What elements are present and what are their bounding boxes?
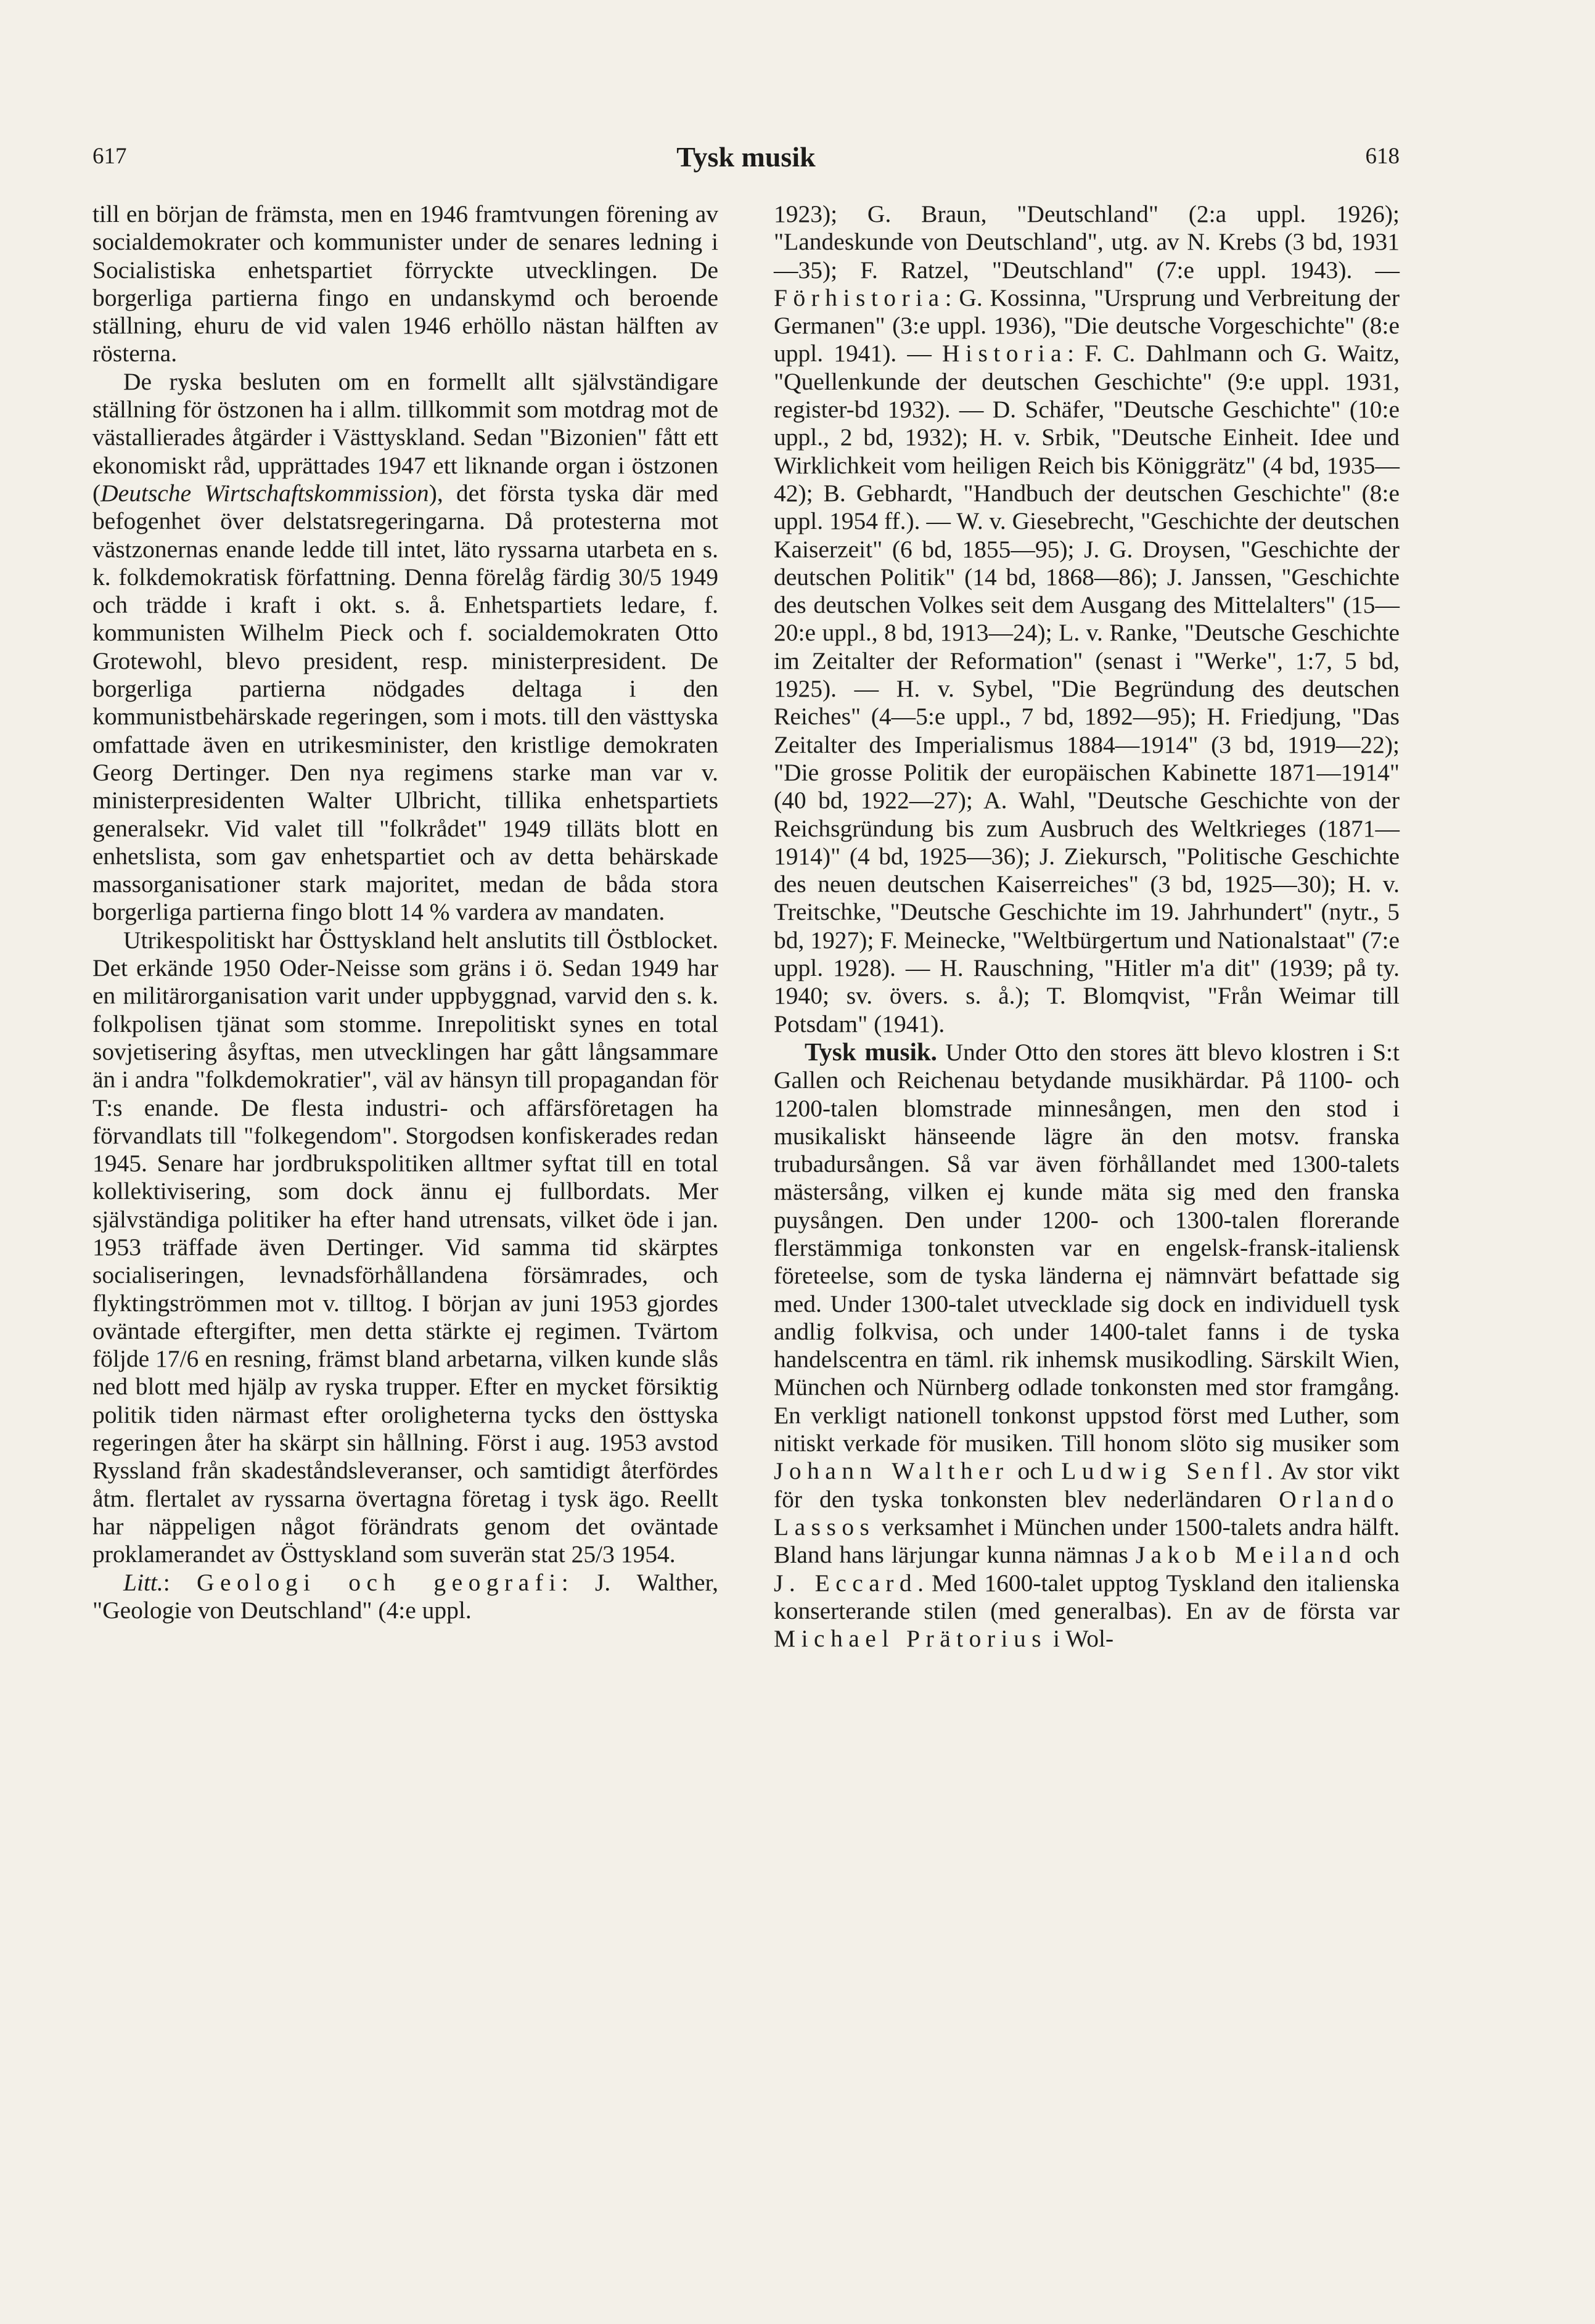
text-segment: ), det första tyska där med befogenhet över delstatsregeringarna. Då protesterna mot västzonernas enande ledde till intet, läto ryssarna utarbeta en s. k. folkdemokratisk författning. Denna förelåg färdig 30/5 1949 och trädde i kraft i okt. s. å. Enhetspartiets ledare, f. kommunisten Wilhelm Pieck och f. socialdemokraten Otto Grotewohl, blevo president, resp. ministerpresident. De borgerliga partierna nödgades deltaga i den kommunistbehärskade regeringen, som i mots. till den västtyska omfattade även en utrikesminister, den kristlige demokraten Georg Dertinger. Den nya regimens starke man var v. ministerpresidenten Walter Ulbricht, tillika enhetspartiets generalsekr. Vid valet till "folkrådet" 1949 tilläts blott en enhetslista, som gav enhetspartiet och av detta behärskade massorganisationer stark majoritet, medan de båda stora borgerliga partierna fingo blott 14 % vardera av mandaten. <box>92 479 719 926</box>
text-segment: verksamhet i München under 1500-talets andra hälft. Bland hans lärjungar kunna nämnas <box>774 1513 1400 1569</box>
text-segment: i Wol- <box>1047 1625 1114 1653</box>
paragraph-tysk-musik <box>774 1038 1400 1653</box>
text-segment: : <box>163 1568 197 1596</box>
person-name: Jakob Meiland <box>1135 1541 1357 1569</box>
left-page-number: 617 <box>92 144 127 169</box>
paragraph-literature <box>92 1569 718 1625</box>
text-segment: : F. C. Dahlmann och G. Waitz, "Quellenkunde der deutschen Geschichte" (9:e uppl. 1931, register-bd 1932). — D. Schäfer, "Deutsche Geschichte" (10:e uppl., 2 bd, 1932); H. v. Srbik, "Deutsche Einheit. Idee und Wirklichkeit vom heiligen Reich bis Königgrätz" (4 bd, 1935—42); B. Gebhardt, "Handbuch der deutschen Geschichte" (8:e uppl. 1954 ff.). — W. v. Giesebrecht, "Geschichte der deutschen Kaiserzeit" (6 bd, 1855—95); J. G. Droysen, "Geschichte der deutschen Politik" (14 bd, 1868—86); J. Janssen, "Geschichte des deutschen Volkes seit dem Ausgang des Mittelalters" (15—20:e uppl., 8 bd, 1913—24); L. v. Ranke, "Deutsche Geschichte im Zeitalter der Reformation" (senast i "Werke", 1:7, 5 bd, 1925). — H. v. Sybel, "Die Begründung des deutschen Reiches" (4—5:e uppl., 7 bd, 1892—95); H. Friedjung, "Das Zeitalter des Imperialismus 1884—1914" (3 bd, 1919—22); "Die grosse Politik der europäischen Kabinette 1871—1914" (40 bd, 1922—27); A. Wahl, "Deutsche Geschichte von der Reichsgründung bis zum Ausbruch des Weltkrieges (1871—1914)" (4 bd, 1925—36); J. Ziekursch, "Politische Geschichte des neuen deutschen Kaiserreiches" (3 bd, 1925—30); H. v. Treitschke, "Deutsche Geschichte im 19. Jahrhundert" (nytr., 5 bd, 1927); F. Meinecke, "Weltbürgertum und Nationalstaat" (7:e uppl. 1928). — H. Rauschning, "Hitler m'a dit" (1939; på ty. 1940; sv. övers. s. å.); T. Blomqvist, "Från Weimar till Potsdam" (1941). <box>774 340 1400 1037</box>
text-segment: 1923); G. Braun, "Deutschland" (2:a uppl. 1926); "Landeskunde von Deutschland", utg. av N. Krebs (3 bd, 1931—35); F. Ratzel, "Deutschland" (7:e uppl. 1943). — <box>774 200 1400 284</box>
left-column <box>92 200 718 1624</box>
text-segment: Under Otto den stores ätt blevo klostren i S:t Gallen och Reichenau betydande musikhärdar. På 1100- och 1200-talen blomstrade minnesången, men den stod i musikaliskt hänseende lägre än den motsv. franska trubadursången. Så var även förhållandet med 1300-talets mästersång, vilken ej kunde mäta sig med den franska puysången. Den under 1200- och 1300-talen florerande flerstämmiga tonkonsten var en engelsk-fransk-italiensk företeelse, som de tyska länderna ej nämnvärt befattade sig med. Under 1300-talet utvecklade sig dock en individuell tysk andlig folkvisa, och under 1400-talet fanns i de tyska handelscentra en täml. rik inhemsk musikodling. Särskilt Wien, München och Nürnberg odlade tonkonsten med stor framgång. En verkligt nationell tonkonst uppstod först med Luther, som nitiskt verkade för musiken. Till honom slöto sig musiker som <box>774 1038 1400 1457</box>
running-title: Tysk musik <box>676 141 816 173</box>
text-segment: . Med 1600-talet upptog Tyskland den italienska konserterande stilen (med generalbas). En av de första var <box>774 1569 1400 1624</box>
text-segment: och <box>1009 1457 1062 1485</box>
entry-headword: Tysk musik. <box>805 1037 937 1066</box>
person-name: Johann Walther <box>774 1457 1009 1485</box>
literature-heading-geology: Geologi och geografi <box>196 1568 562 1596</box>
text-segment: och <box>1356 1541 1400 1569</box>
paragraph-east-zone-status <box>92 368 718 927</box>
paragraph-party-merger: till en början de främsta, men en 1946 framtvungen förening av socialdemokrater och kommunister under de senares ledning i Socialistiska enhetspartiet förryckte utvecklingen. De borgerliga partierna fingo en undanskymd och beroende ställning, ehuru de vid valen 1946 erhöllo nästan hälften av rösterna. <box>92 200 718 367</box>
right-column <box>774 200 1400 1653</box>
italic-term: Deutsche Wirtschaftskommission <box>100 479 429 507</box>
literature-label: Litt. <box>123 1568 163 1596</box>
page-header <box>92 143 1400 180</box>
literature-heading-history: Historia <box>942 340 1068 367</box>
person-name: J. Eccard <box>774 1569 918 1597</box>
right-page-number: 618 <box>1365 144 1400 169</box>
text-segment: : J. Walther, "Geologie von Deutschland" (4:e uppl. <box>92 1568 718 1624</box>
paragraph-foreign-policy: Utrikespolitiskt har Östtyskland helt anslutits till Östblocket. Det erkände 1950 Oder-Neisse som gräns i ö. Sedan 1949 har en militärorganisation varit under uppbyggnad, varvid den s. k. folkpolisen tjänat som stomme. Inrepolitiskt synes en total sovjetisering åsyftas, men utvecklingen har gått långsammare än i andra "folkdemokratier", väl av hänsyn till propagandan för T:s enande. De flesta industri- och affärsföretagen ha förvandlats till "folkegendom". Storgodsen konfiskerades redan 1945. Senare har jordbrukspolitiken alltmer syftat till en total kollektivisering, som dock ännu ej fullbordats. Mer självständiga politiker ha efter hand utrensats, vilket öde i jan. 1953 träffade även Dertinger. Vid samma tid skärptes socialiseringen, levnadsförhållandena försämrades, och flyktingströmmen mot v. tilltog. I början av juni 1953 gjordes oväntade eftergifter, men detta stärkte ej regimen. Tvärtom följde 17/6 en resning, främst bland arbetarna, vilken kunde slås ned blott med hjälp av ryska trupper. Efter en mycket försiktig politik tiden närmast efter oroligheterna tycks den östtyska regeringen åter ha skärpt sin hållning. Först i aug. 1953 avstod Ryssland från skadeståndsleveranser, och samtidigt återfördes åtm. flertalet av ryssarna övertagna företag i tysk ägo. Reellt har näppeligen något förändrats genom det oväntade proklamerandet av Östtyskland som suverän stat 25/3 1954. <box>92 926 718 1568</box>
paragraph-literature-continued <box>774 200 1400 1038</box>
person-name: Ludwig Senfl <box>1061 1457 1267 1485</box>
person-name: Orlando Lassos <box>774 1485 1400 1540</box>
text-segment: De ryska besluten om en formellt allt självständigare ställning för östzonen ha i allm. tillkommit som motdrag mot de västallierades åtgärder i Västtyskland. Sedan "Bizonien" fått ett ekonomiskt råd, upprättades 1947 ett liknande organ i östzonen ( <box>92 367 718 507</box>
text-segment: : G. Kossinna, "Ursprung und Verbreitung der Germanen" (3:e uppl. 1936), "Die deutsche Vorgeschichte" (8:e uppl. 1941). — <box>774 284 1400 367</box>
person-name: Michael Prätorius <box>774 1625 1048 1653</box>
text-segment: . Av stor vikt för den tyska tonkonsten blev nederländaren <box>774 1457 1400 1513</box>
literature-heading-prehistory: Förhistoria <box>774 284 945 311</box>
